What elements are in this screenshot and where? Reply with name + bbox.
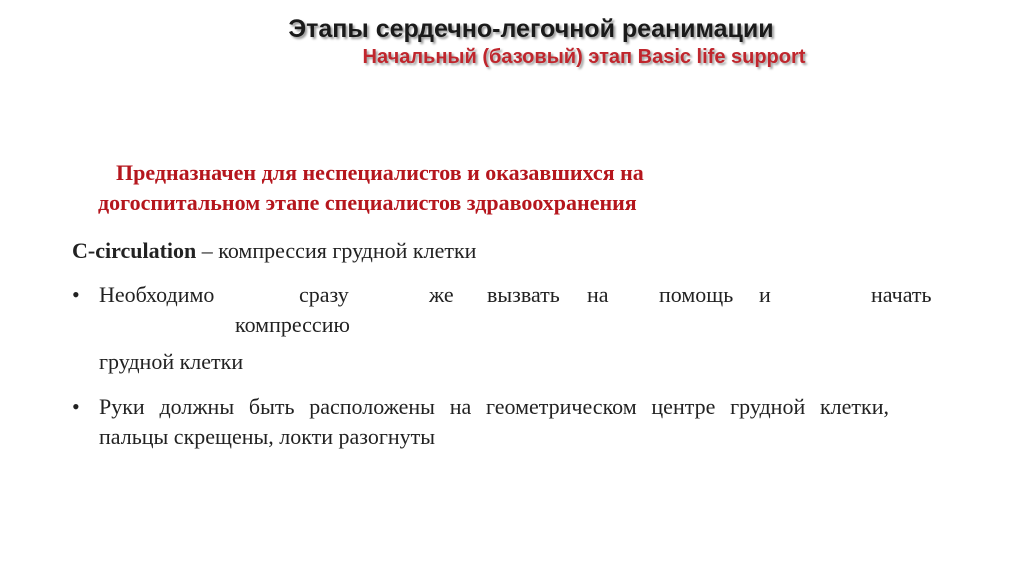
- bullet-1-word: на: [587, 282, 609, 307]
- bullet-1-word: начать: [871, 282, 932, 307]
- bullet-1-word: вызвать: [487, 282, 560, 307]
- circulation-term: C-circulation: [72, 238, 197, 263]
- slide-title: Этапы сердечно-легочной реанимации: [288, 15, 774, 43]
- bullet-1-word: и: [759, 282, 771, 307]
- intro-paragraph: [98, 158, 878, 218]
- bullet-1-word: же: [429, 282, 454, 307]
- bullet-marker: •: [72, 282, 80, 307]
- circulation-text: компрессия грудной клетки: [218, 238, 477, 263]
- bullet-1-word: сразу: [299, 282, 349, 307]
- intro-line-1: Предназначен для неспециалистов и оказавшихся на: [116, 160, 644, 185]
- circulation-dash: –: [196, 238, 219, 263]
- intro-line-2: догоспитальном этапе специалистов здравоохранения: [98, 190, 637, 215]
- slide-subtitle: Начальный (базовый) этап Basic life support: [362, 46, 806, 68]
- bullet-1-last-line: грудной клетки: [99, 349, 244, 374]
- bullet-2-text: Руки должны быть расположены на геометрическом центре грудной клетки, пальцы скрещены, локти разогнуты: [99, 394, 889, 449]
- bullet-marker: •: [72, 394, 80, 419]
- bullet-1-word: Необходимо: [99, 282, 215, 307]
- bullet-1-first-line: [99, 280, 951, 310]
- bullet-1-continuation: компрессию: [235, 312, 350, 337]
- circulation-line: [72, 237, 476, 265]
- slide-title-block: [0, 14, 1024, 70]
- bullet-1-word: помощь: [659, 282, 734, 307]
